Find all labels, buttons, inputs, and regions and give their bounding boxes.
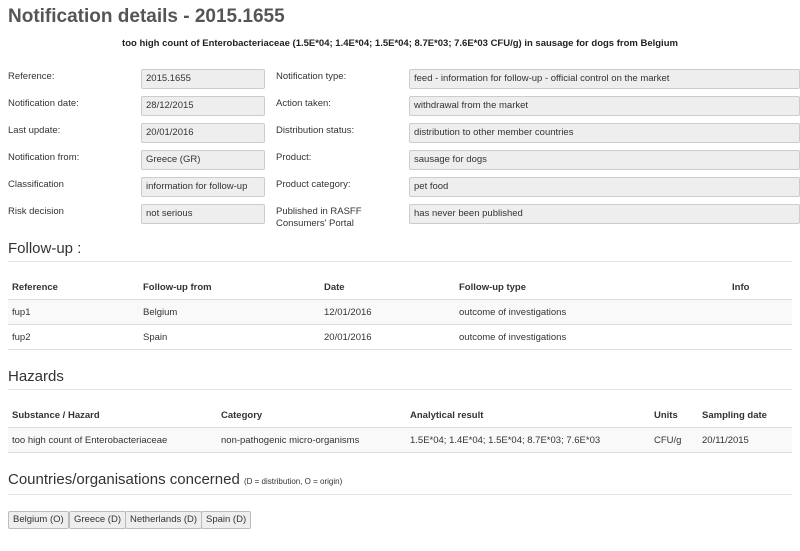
followup-ref[interactable]: fup1 (12, 307, 31, 318)
countries-note: (D = distribution, O = origin) (243, 477, 343, 486)
published-portal-label-line2: Consumers' Portal (276, 218, 354, 229)
risk-decision-value: not serious (141, 204, 265, 224)
hazard-result: 1.5E*04; 1.4E*04; 1.5E*04; 8.7E*03; 7.6E*03 (410, 435, 601, 446)
hazards-col-units: Units (654, 410, 678, 421)
hazards-col-result: Analytical result (410, 410, 484, 421)
published-portal-label-line1: Published in RASFF (276, 206, 362, 217)
hazard-units: CFU/g (654, 435, 682, 446)
distribution-status-value: distribution to other member countries (409, 123, 800, 143)
product-category-value: pet food (409, 177, 800, 197)
followup-col-from: Follow-up from (143, 282, 212, 293)
product-value: sausage for dogs (409, 150, 800, 170)
notification-from-label: Notification from: (8, 152, 80, 163)
notification-type-value: feed - information for follow-up - official control on the market (409, 69, 800, 89)
hazards-divider (8, 389, 792, 390)
page-title: Notification details - 2015.1655 (8, 6, 285, 27)
followup-col-info: Info (732, 282, 750, 293)
published-portal-label (276, 206, 362, 230)
country-netherlands-button[interactable]: Netherlands (D) (125, 511, 202, 529)
product-category-label: Product category: (276, 179, 351, 190)
last-update-label: Last update: (8, 125, 61, 136)
country-spain-button[interactable]: Spain (D) (201, 511, 251, 529)
classification-label: Classification (8, 179, 64, 190)
hazard-category: non-pathogenic micro-organisms (221, 435, 360, 446)
followup-col-date: Date (324, 282, 345, 293)
country-greece-button[interactable]: Greece (D) (69, 511, 126, 529)
reference-label: Reference: (8, 71, 55, 82)
countries-heading: Countries/organisations concerned (8, 471, 240, 488)
risk-decision-label: Risk decision (8, 206, 64, 217)
action-taken-label: Action taken: (276, 98, 331, 109)
product-label: Product: (276, 152, 312, 163)
notification-date-label: Notification date: (8, 98, 79, 109)
followup-date: 20/01/2016 (324, 332, 372, 343)
followup-date: 12/01/2016 (324, 307, 372, 318)
followup-col-type: Follow-up type (459, 282, 527, 293)
followup-col-reference: Reference (12, 282, 58, 293)
followup-divider (8, 261, 792, 262)
followup-heading: Follow-up : (8, 240, 82, 257)
classification-value: information for follow-up (141, 177, 265, 197)
reference-value: 2015.1655 (141, 69, 265, 89)
countries-divider (8, 494, 792, 495)
followup-type: outcome of investigations (459, 307, 567, 318)
followup-type: outcome of investigations (459, 332, 567, 343)
hazard-sampling-date: 20/11/2015 (702, 435, 749, 446)
row-divider (8, 452, 792, 453)
countries-heading-block (8, 471, 342, 488)
hazards-col-substance: Substance / Hazard (12, 410, 100, 421)
action-taken-value: withdrawal from the market (409, 96, 800, 116)
distribution-status-label: Distribution status: (276, 125, 355, 136)
notification-from-value: Greece (GR) (141, 150, 265, 170)
row-divider (8, 349, 792, 350)
table-row (8, 300, 792, 324)
notification-date-value: 28/12/2015 (141, 96, 265, 116)
hazards-col-category: Category (221, 410, 263, 421)
published-portal-value: has never been published (409, 204, 800, 224)
followup-ref[interactable]: fup2 (12, 332, 31, 343)
last-update-value: 20/01/2016 (141, 123, 265, 143)
row-divider (8, 324, 792, 325)
hazards-col-sampling-date: Sampling date (702, 410, 767, 421)
notification-type-label: Notification type: (276, 71, 347, 82)
followup-from: Belgium (143, 307, 178, 318)
hazard-substance: too high count of Enterobacteriaceae (12, 435, 168, 446)
hazards-heading: Hazards (8, 368, 64, 385)
notification-subject: too high count of Enterobacteriaceae (1.5E*04; 1.4E*04; 1.5E*04; 8.7E*03; 7.6E*03 CFU/g) in sausage for dogs from Belgium (122, 38, 678, 49)
followup-from: Spain (143, 332, 168, 343)
country-belgium-button[interactable]: Belgium (O) (8, 511, 69, 529)
